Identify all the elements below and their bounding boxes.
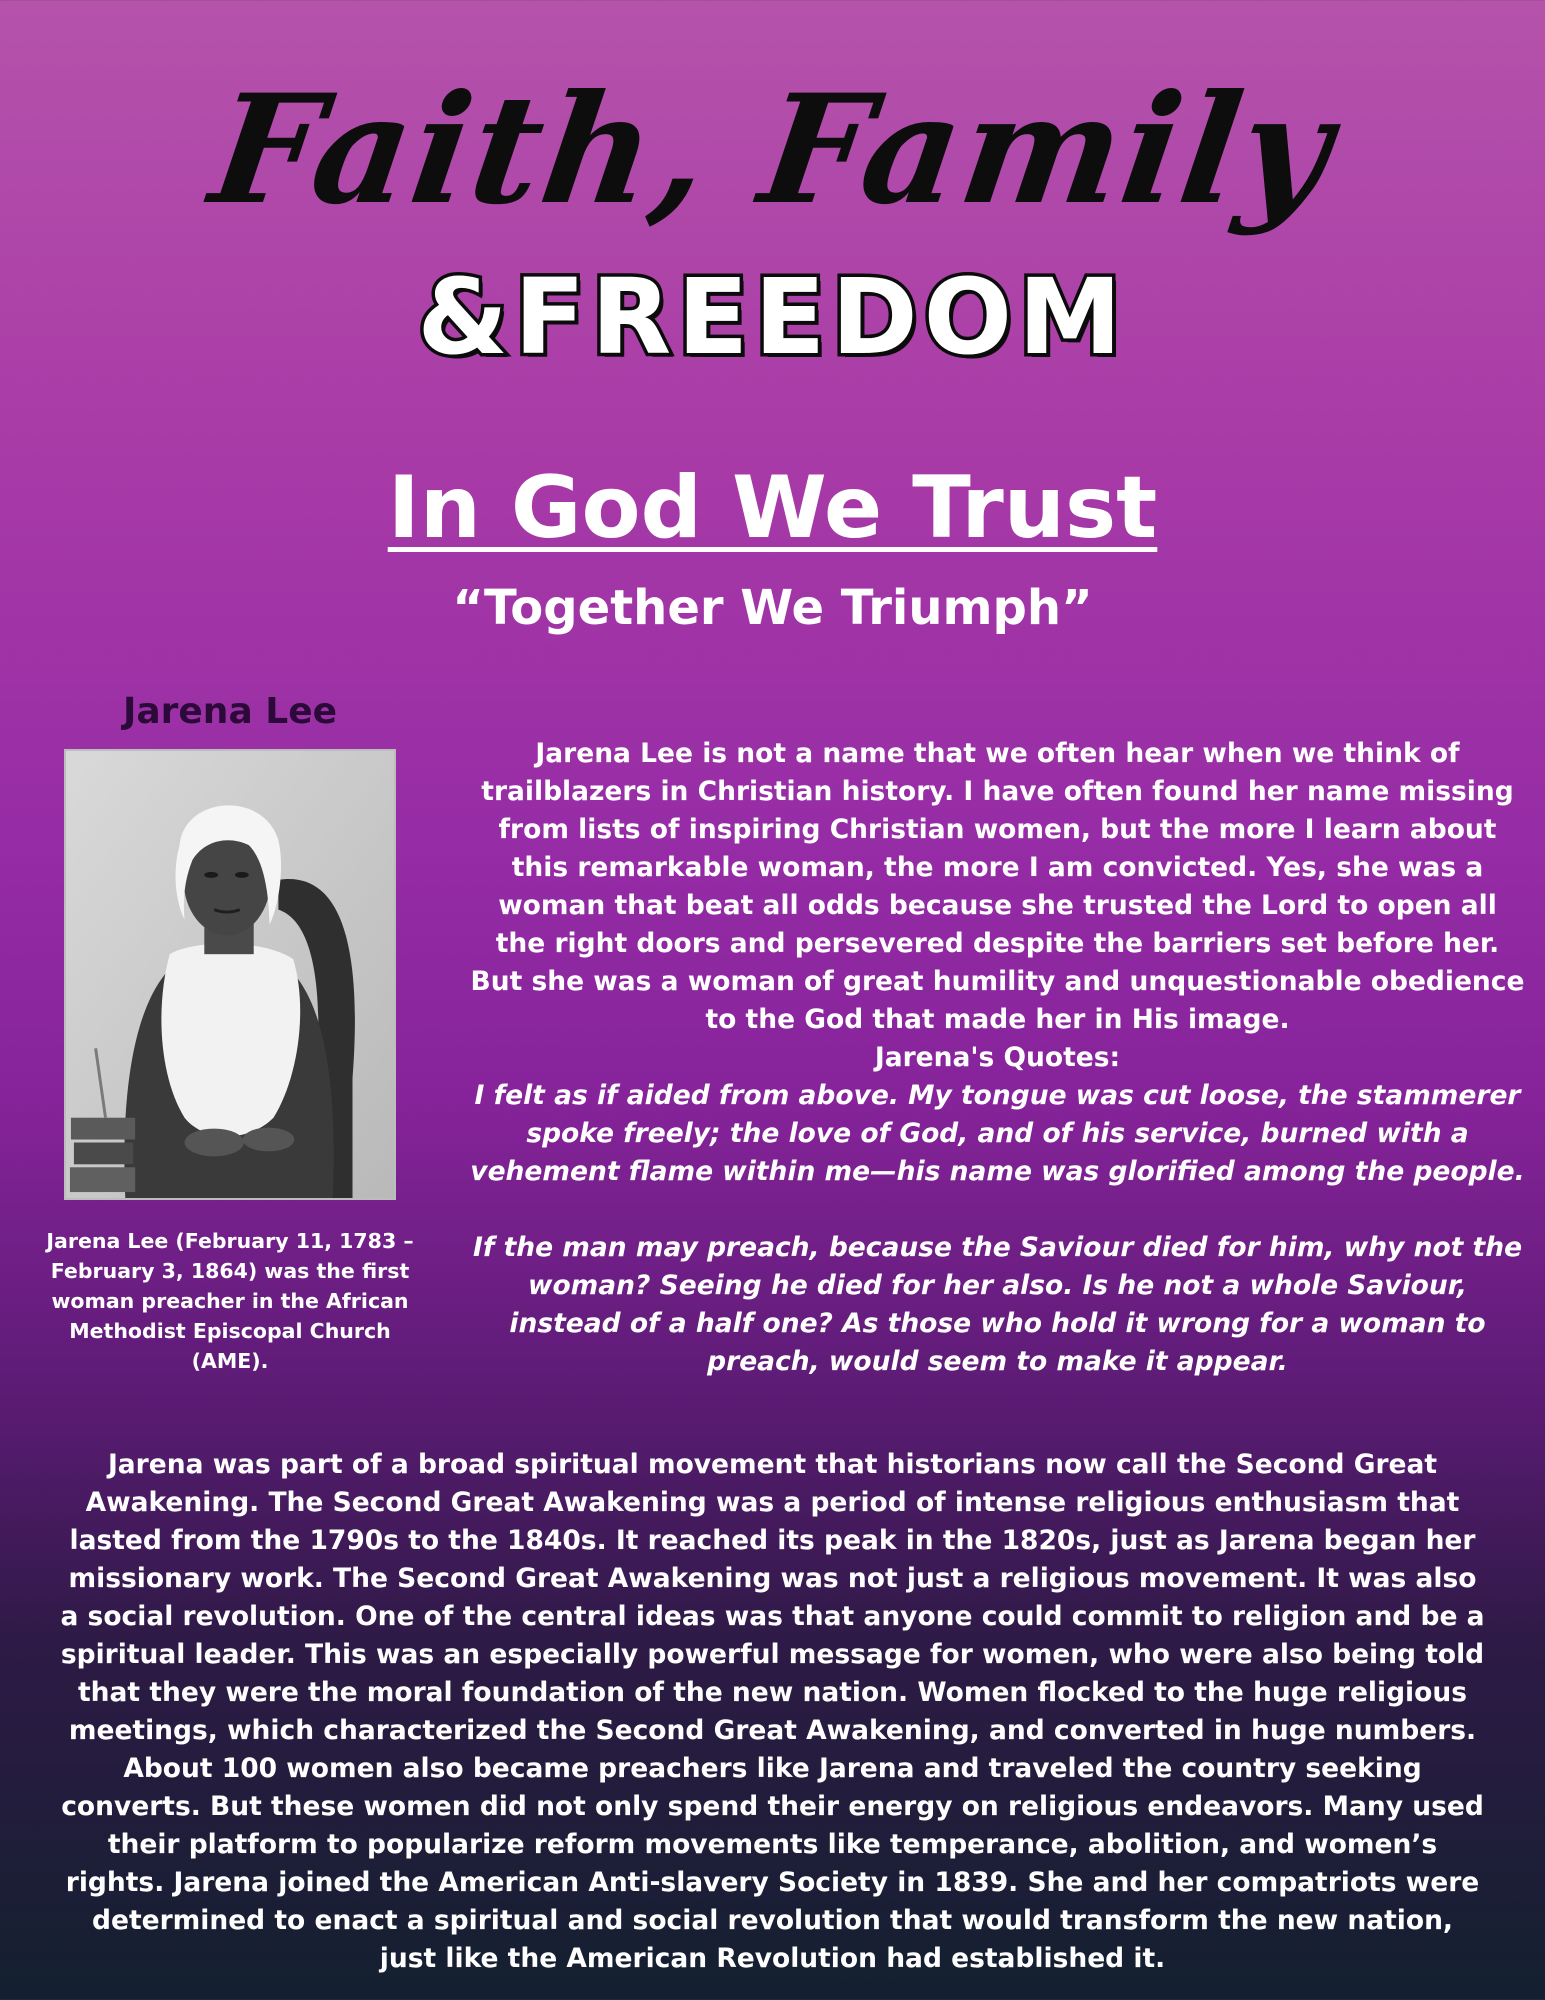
main-heading-text: In God We Trust xyxy=(387,458,1158,558)
portrait-image xyxy=(64,749,396,1200)
portrait-caption: Jarena Lee (February 11, 1783 – February 3, 1864) was the first woman preacher in the African Methodist Episcopal Church (AME). xyxy=(46,1229,414,1373)
quote-1: I felt as if aided from above. My tongue was cut loose, the stammerer spoke freely; the love of God, and of his service, burned with a vehement flame within me—his name was glorified among the people. xyxy=(470,1080,1525,1187)
quotes-label: Jarena's Quotes: xyxy=(874,1042,1121,1073)
title-script: Faith, Family xyxy=(201,62,1344,238)
sub-heading: “Together We Triumph” xyxy=(452,580,1093,636)
title-freedom: &FREEDOM xyxy=(417,256,1128,378)
portrait-name: Jarena Lee xyxy=(122,691,338,732)
quote-2: If the man may preach, because the Saviour died for him, why not the woman? Seeing he died for her also. Is he not a whole Saviour, instead of a half one? As those who hold it wrong for a woman to preach, would seem to make it appear. xyxy=(472,1232,1523,1377)
intro-paragraph: Jarena Lee is not a name that we often hear when we think of trailblazers in Christian history. I have often found her name missing from lists of inspiring Christian women, but the more I learn about this remarkable woman, the more I am convicted. Yes, she was a woman that beat all odds because she trusted the Lord to open all the right doors and persevered despite the barriers set before her. But she was a woman of great humility and unquestionable obedience to the God that made her in His image. xyxy=(470,738,1525,1035)
main-heading xyxy=(0,458,1545,558)
body-paragraph: Jarena was part of a broad spiritual movement that historians now call the Second Great Awakening. The Second Great Awakening was a period of intense religious enthusiasm that lasted from the 1790s to the 1840s. It reached its peak in the 1820s, just as Jarena began her missionary work. The Second Great Awakening was not just a religious movement. It was also a social revolution. One of the central ideas was that anyone could commit to religion and be a spiritual leader. This was an especially powerful message for women, who were also being told that they were the moral foundation of the new nation. Women flocked to the huge religious meetings, which characterized the Second Great Awakening, and converted in huge numbers. About 100 women also became preachers like Jarena and traveled the country seeking converts. But these women did not only spend their energy on religious endeavors. Many used their platform to popularize reform movements like temperance, abolition, and women’s rights. Jarena joined the American Anti-slavery Society in 1839. She and her compatriots were determined to enact a spiritual and social revolution that would transform the new nation, just like the American Revolution had established it. xyxy=(60,1449,1485,1974)
portrait-illustration xyxy=(66,751,394,1198)
